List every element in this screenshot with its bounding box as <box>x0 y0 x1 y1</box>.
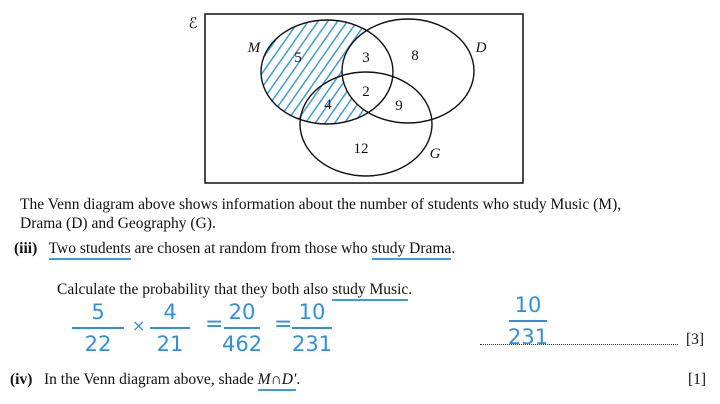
equals-sign-2: = <box>274 312 293 337</box>
underline-two-students: Two students <box>49 240 131 260</box>
question-iii <box>14 240 455 258</box>
fraction-10-231: 10 231 <box>292 300 333 356</box>
times-sign: × <box>132 316 146 335</box>
label-m: M <box>247 40 261 56</box>
label-d: D <box>475 40 487 56</box>
q4-period: . <box>296 371 301 388</box>
instr-period: . <box>408 281 413 298</box>
question-number-iv: (iv) <box>10 371 33 388</box>
region-g-only: 12 <box>353 141 369 157</box>
equals-sign-1: = <box>205 312 224 337</box>
q3-period: . <box>451 240 456 257</box>
fraction-20-462: 20 462 <box>222 300 263 356</box>
fraction-4-21: 4 21 <box>150 300 190 356</box>
instr-text: Calculate the probability that they both also <box>57 281 333 298</box>
label-g: G <box>429 146 441 162</box>
marks-iii: [3] <box>686 331 705 348</box>
set-expression: M∩D′ <box>258 371 297 391</box>
region-m-g: 4 <box>324 97 332 113</box>
marks-iv: [1] <box>688 371 707 388</box>
fraction-5-22: 5 22 <box>72 300 124 356</box>
region-d-g: 9 <box>395 98 403 114</box>
universal-symbol: ℰ <box>188 16 198 32</box>
intro-line-2: Drama (D) and Geography (G). <box>20 215 216 232</box>
q3-text: are chosen at random from those who <box>130 240 372 257</box>
question-iv <box>10 371 300 389</box>
region-m-only: 5 <box>294 50 302 66</box>
underline-study-drama: study Drama <box>372 240 452 260</box>
region-d-only: 8 <box>411 48 419 64</box>
answer-line <box>480 344 678 345</box>
question-number: (iii) <box>14 240 38 257</box>
answer-fraction[interactable]: 10 231 <box>508 293 549 349</box>
underline-study-music: study Music <box>332 281 408 301</box>
region-m-d: 3 <box>362 50 370 66</box>
region-m-d-g: 2 <box>362 84 370 100</box>
q4-text: In the Venn diagram above, shade <box>44 371 258 388</box>
instruction <box>57 281 412 299</box>
intro-line-1: The Venn diagram above shows information about the number of students who study Music (M), <box>20 196 622 213</box>
venn-diagram <box>0 0 720 190</box>
